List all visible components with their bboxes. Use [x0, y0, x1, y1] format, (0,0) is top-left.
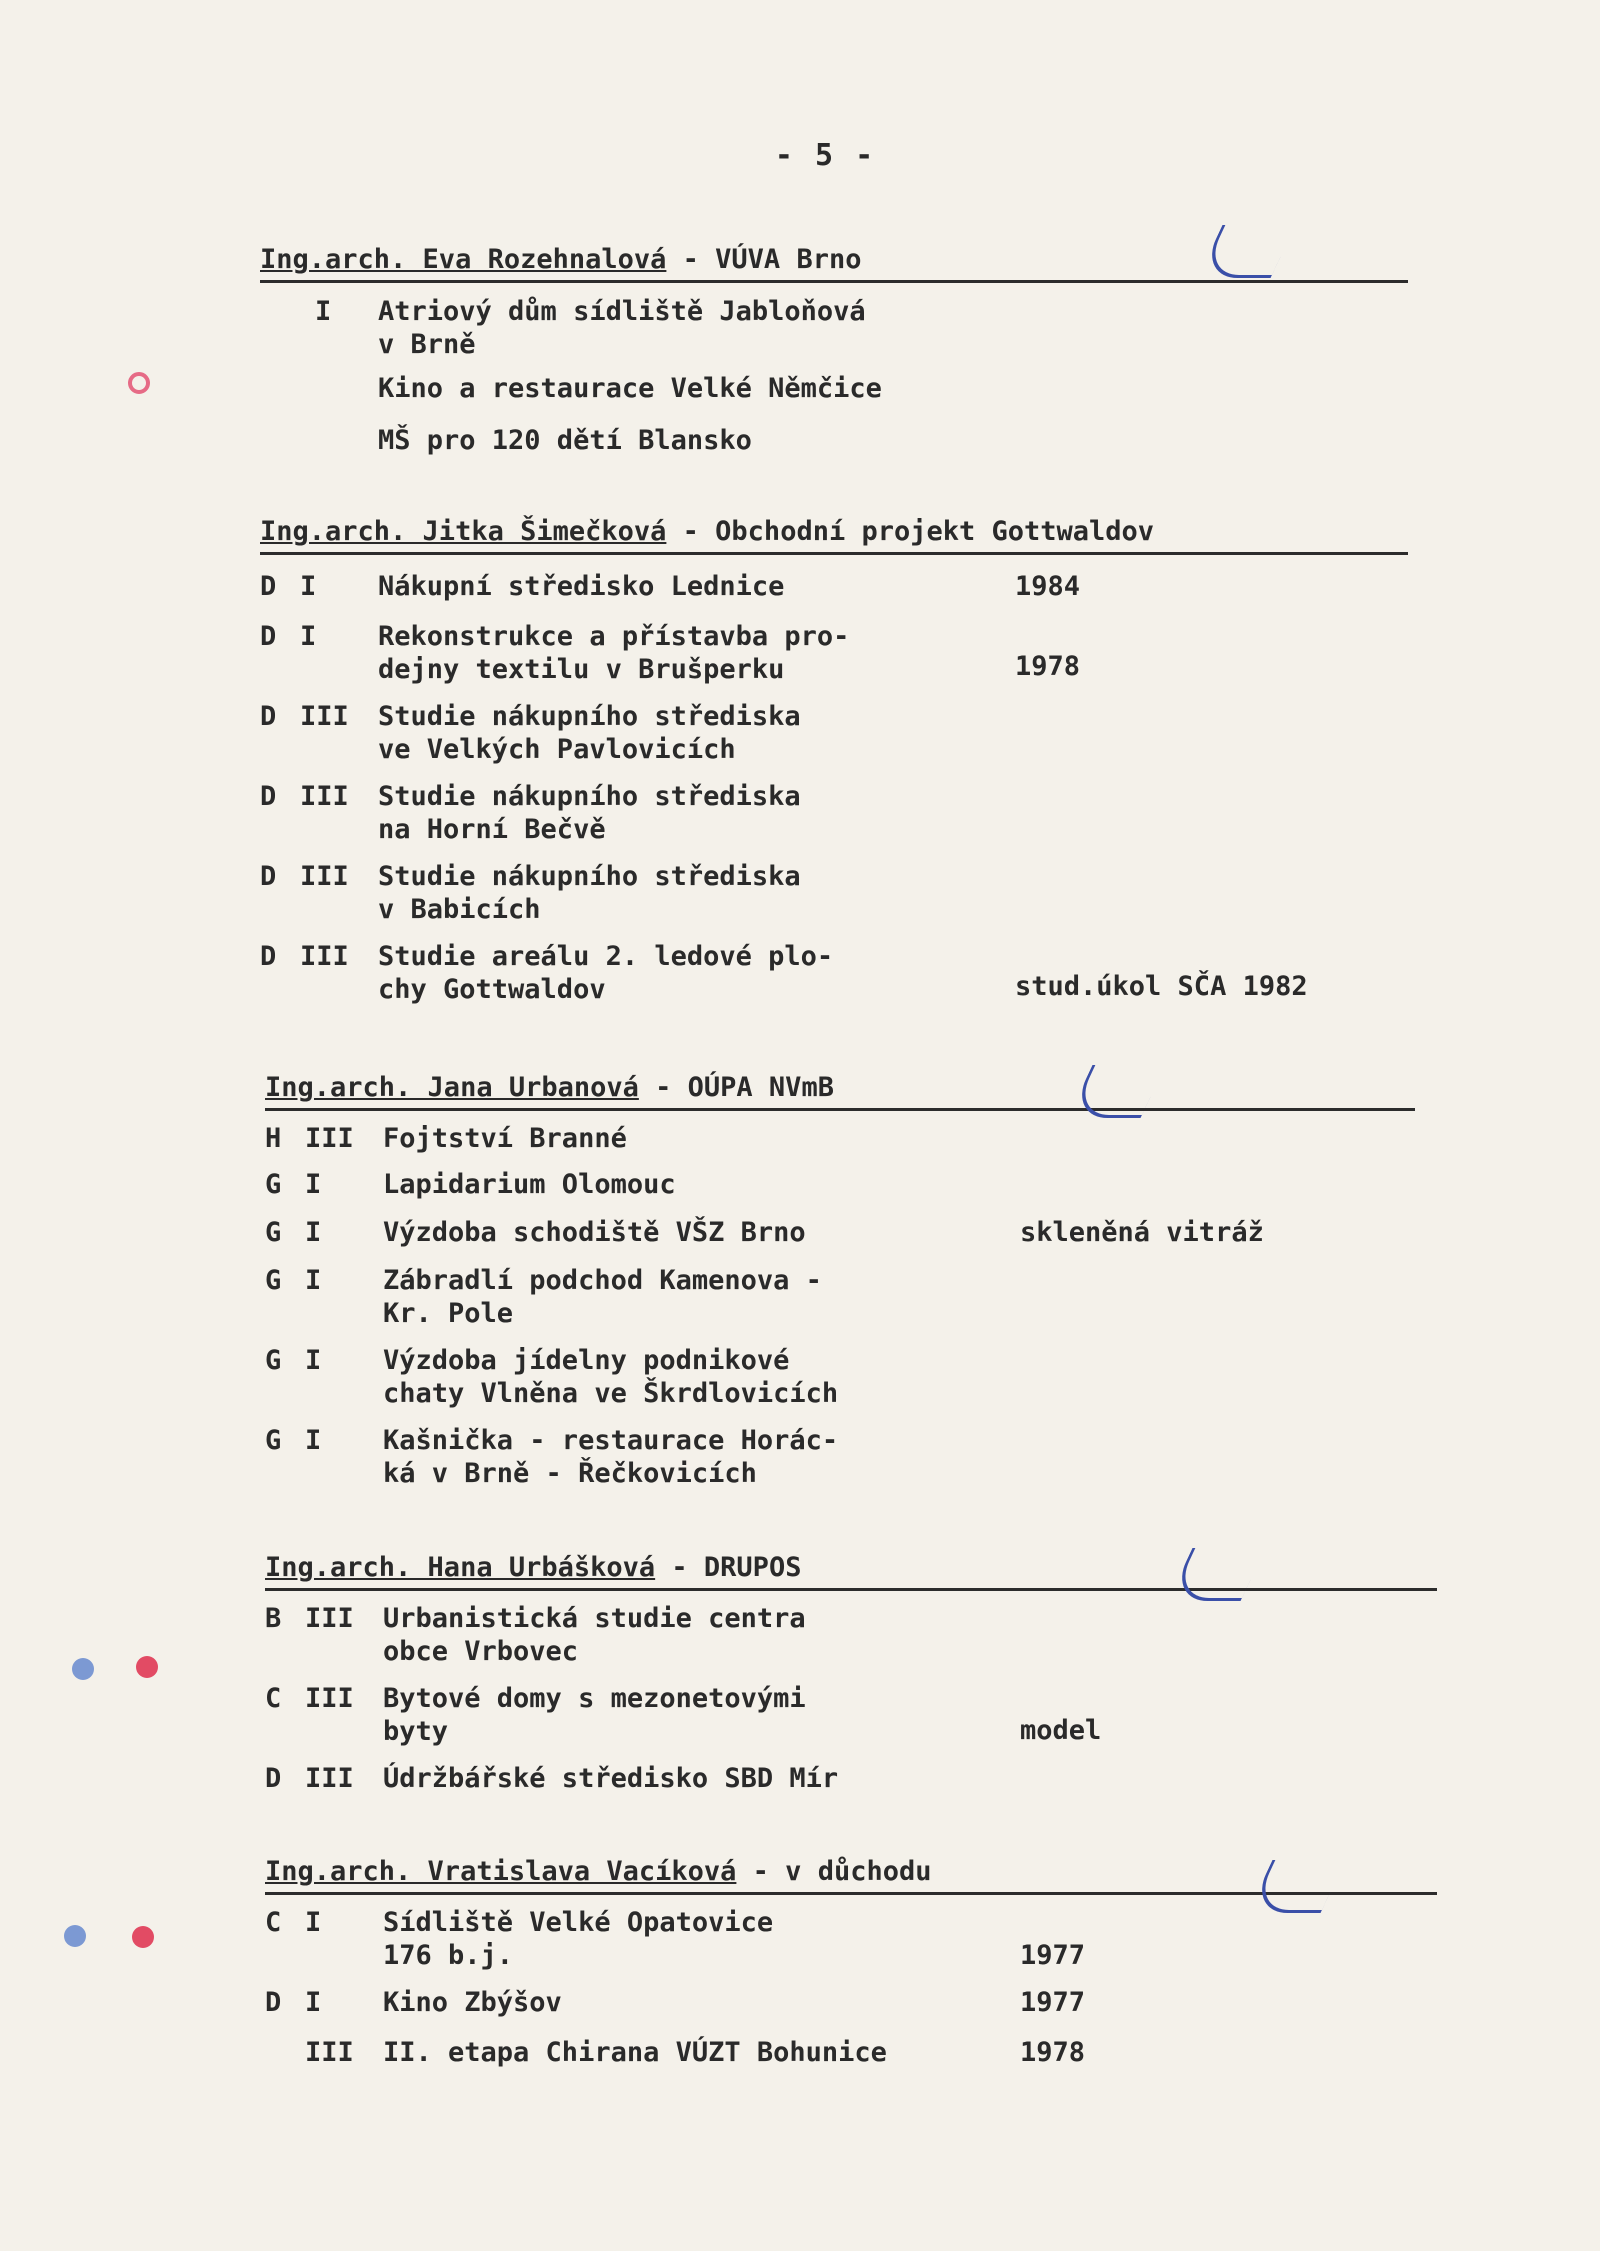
item-note: model	[1020, 1715, 1102, 1746]
item-category: D	[260, 701, 277, 732]
item-title: MŠ pro 120 dětí Blansko	[378, 425, 752, 456]
item-category: D	[265, 1987, 282, 2018]
item-note: 1977	[1020, 1987, 1086, 2018]
item-category: D	[260, 621, 277, 652]
item-title: Urbanistická studie centra obce Vrbovec	[383, 1603, 806, 1667]
item-grade: I	[305, 1217, 322, 1248]
item-category: G	[265, 1345, 282, 1376]
header-name: Ing.arch. Hana Urbášková	[265, 1552, 656, 1583]
pink-ring-marker	[128, 372, 150, 394]
item-category: G	[265, 1169, 282, 1200]
header-org: - OÚPA NVmB	[655, 1072, 834, 1103]
item-grade: I	[305, 1987, 322, 2018]
item-note: 1984	[1015, 571, 1081, 602]
item-category: G	[265, 1425, 282, 1456]
item-title: Výzdoba jídelny podnikové chaty Vlněna ve Škrdlovicích	[383, 1345, 839, 1409]
header-org: - VÚVA Brno	[682, 244, 862, 275]
header-org: - Obchodní projekt Gottwaldov	[682, 516, 1155, 547]
item-grade: I	[305, 1425, 322, 1456]
item-note: 1977	[1020, 1940, 1086, 1971]
item-grade: I	[305, 1345, 322, 1376]
item-title: Kino Zbýšov	[383, 1987, 562, 2018]
item-grade: III	[305, 1123, 354, 1154]
item-title: Rekonstrukce a přístavba pro- dejny textilu v Brušperku	[378, 621, 850, 685]
blue-dot-marker	[64, 1925, 86, 1947]
item-grade: I	[300, 571, 317, 602]
item-grade: III	[305, 1763, 354, 1794]
item-grade: III	[300, 701, 349, 732]
item-category: C	[265, 1907, 282, 1938]
item-title: II. etapa Chirana VÚZT Bohunice	[383, 2037, 887, 2068]
item-title: Údržbářské středisko SBD Mír	[383, 1763, 839, 1794]
item-title: Kašnička - restaurace Horác- ká v Brně - Řečkovicích	[383, 1425, 839, 1489]
item-title: Studie nákupního střediska v Babicích	[378, 861, 801, 925]
item-category: H	[265, 1123, 282, 1154]
item-grade: I	[315, 296, 332, 327]
item-grade: III	[305, 1603, 354, 1634]
item-title: Bytové domy s mezonetovými byty	[383, 1683, 806, 1747]
item-category: D	[265, 1763, 282, 1794]
item-title: Kino a restaurace Velké Němčice	[378, 373, 882, 404]
item-category: C	[265, 1683, 282, 1714]
item-category: G	[265, 1217, 282, 1248]
item-note: skleněná vitráž	[1020, 1217, 1264, 1248]
header-name: Ing.arch. Jana Urbanová	[265, 1072, 639, 1103]
item-grade: III	[305, 2037, 354, 2068]
header-org: - DRUPOS	[671, 1552, 802, 1583]
item-category: D	[260, 861, 277, 892]
item-grade: I	[305, 1907, 322, 1938]
item-grade: I	[305, 1265, 322, 1296]
item-title: Atriový dům sídliště Jabloňová v Brně	[378, 296, 866, 360]
item-category: G	[265, 1265, 282, 1296]
red-dot-marker	[132, 1926, 154, 1948]
item-title: Studie nákupního střediska ve Velkých Pavlovicích	[378, 701, 801, 765]
item-grade: III	[305, 1683, 354, 1714]
section-header	[265, 1068, 1415, 1111]
blue-dot-marker	[72, 1658, 94, 1680]
item-title: Fojtství Branné	[383, 1123, 627, 1154]
item-title: Výzdoba schodiště VŠZ Brno	[383, 1217, 806, 1248]
item-title: Sídliště Velké Opatovice 176 b.j.	[383, 1907, 774, 1971]
item-note: 1978	[1015, 651, 1081, 682]
item-grade: I	[300, 621, 317, 652]
item-note: stud.úkol SČA 1982	[1015, 971, 1308, 1002]
header-name: Ing.arch. Eva Rozehnalová	[260, 244, 667, 275]
item-category: D	[260, 781, 277, 812]
header-name: Ing.arch. Vratislava Vacíková	[265, 1856, 737, 1887]
header-org: - v důchodu	[752, 1856, 932, 1887]
item-title: Zábradlí podchod Kamenova - Kr. Pole	[383, 1265, 822, 1329]
item-note: 1978	[1020, 2037, 1086, 2068]
page-number: - 5 -	[774, 138, 876, 173]
item-grade: III	[300, 781, 349, 812]
item-category: B	[265, 1603, 282, 1634]
item-title: Lapidarium Olomouc	[383, 1169, 676, 1200]
item-grade: I	[305, 1169, 322, 1200]
item-title: Studie areálu 2. ledové plo- chy Gottwaldov	[378, 941, 834, 1005]
item-grade: III	[300, 861, 349, 892]
header-name: Ing.arch. Jitka Šimečková	[260, 516, 667, 547]
item-grade: III	[300, 941, 349, 972]
item-category: D	[260, 941, 277, 972]
section-header	[260, 512, 1408, 555]
item-title: Nákupní středisko Lednice	[378, 571, 785, 602]
red-dot-marker	[136, 1656, 158, 1678]
item-title: Studie nákupního střediska na Horní Bečvě	[378, 781, 801, 845]
item-category: D	[260, 571, 277, 602]
